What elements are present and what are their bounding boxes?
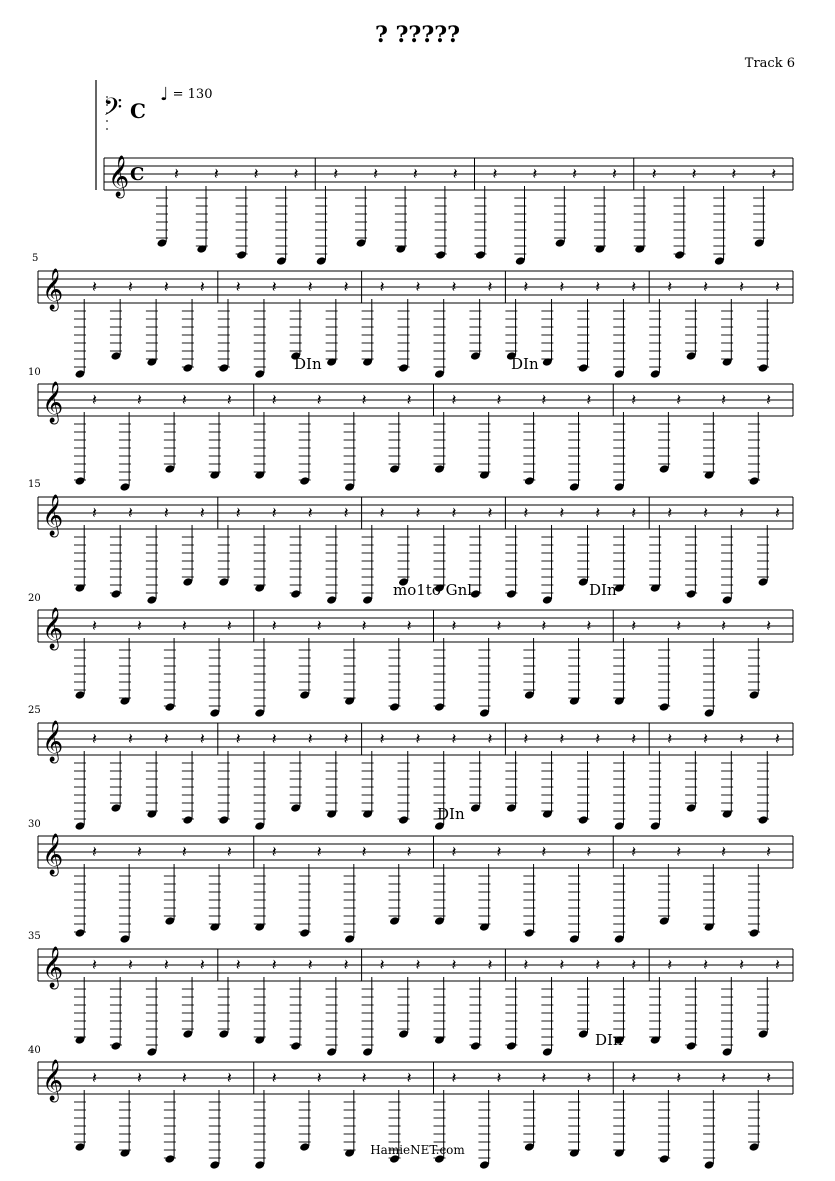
quarter-rest-icon: 𝄽 <box>92 503 97 522</box>
quarter-rest-icon: 𝄽 <box>572 164 578 183</box>
quarter-rest-icon: 𝄽 <box>595 503 601 522</box>
quarter-rest-icon: 𝄽 <box>181 1068 187 1087</box>
lyric-din: DIn <box>589 581 617 599</box>
treble-clef-icon: 𝄞 <box>42 947 64 988</box>
quarter-rest-icon: 𝄽 <box>631 729 637 748</box>
quarter-rest-icon: 𝄽 <box>293 164 299 183</box>
treble-clef-icon: 𝄞 <box>42 269 64 310</box>
treble-clef-icon: 𝄞 <box>108 156 130 197</box>
quarter-rest-icon: 𝄽 <box>406 842 412 861</box>
quarter-rest-icon: 𝄽 <box>631 1068 637 1087</box>
quarter-rest-icon: 𝄽 <box>271 390 277 409</box>
quarter-rest-icon: 𝄽 <box>739 277 745 296</box>
quarter-rest-icon: 𝄽 <box>721 1068 727 1087</box>
quarter-rest-icon: 𝄽 <box>541 842 547 861</box>
quarter-rest-icon: 𝄽 <box>181 390 187 409</box>
quarter-rest-icon: 𝄽 <box>676 1068 682 1087</box>
quarter-rest-icon: 𝄽 <box>379 955 385 974</box>
measure-number-15: 15 <box>28 479 41 490</box>
quarter-rest-icon: 𝄽 <box>766 1068 771 1087</box>
lyric-din: DIn <box>511 355 539 373</box>
lyric-din: DIn <box>437 805 465 823</box>
quarter-rest-icon: 𝄽 <box>226 1068 232 1087</box>
quarter-rest-icon: 𝄽 <box>452 164 458 183</box>
treble-clef-icon: 𝄞 <box>42 1060 64 1101</box>
common-time-icon: C <box>130 164 145 185</box>
quarter-rest-icon: 𝄽 <box>739 503 745 522</box>
quarter-rest-icon: 𝄽 <box>307 955 313 974</box>
quarter-rest-icon: 𝄽 <box>127 277 133 296</box>
quarter-rest-icon: 𝄽 <box>316 1068 322 1087</box>
quarter-rest-icon: 𝄽 <box>487 729 493 748</box>
quarter-rest-icon: 𝄽 <box>559 503 565 522</box>
measure-number-25: 25 <box>28 705 41 716</box>
quarter-rest-icon: 𝄽 <box>631 842 637 861</box>
measure-number-20: 20 <box>28 593 41 604</box>
common-time-icon: C <box>130 99 146 123</box>
quarter-rest-icon: 𝄽 <box>379 729 385 748</box>
treble-clef-icon: 𝄞 <box>42 721 64 762</box>
treble-clef-icon: 𝄞 <box>42 608 64 649</box>
quarter-rest-icon: 𝄽 <box>586 616 592 635</box>
quarter-rest-icon: 𝄽 <box>451 955 457 974</box>
quarter-rest-icon: 𝄽 <box>586 390 592 409</box>
quarter-rest-icon: 𝄽 <box>271 503 277 522</box>
quarter-rest-icon: 𝄽 <box>92 729 97 748</box>
score-title: ? ????? <box>374 22 460 48</box>
treble-clef-icon: 𝄞 <box>42 382 64 423</box>
quarter-rest-icon: 𝄽 <box>343 277 349 296</box>
quarter-rest-icon: 𝄽 <box>361 1068 367 1087</box>
quarter-rest-icon: 𝄽 <box>703 729 709 748</box>
quarter-rest-icon: 𝄽 <box>523 277 529 296</box>
quarter-rest-icon: 𝄽 <box>271 955 277 974</box>
quarter-rest-icon: 𝄽 <box>541 390 547 409</box>
quarter-rest-icon: 𝄽 <box>703 955 709 974</box>
treble-clef-icon: 𝄞 <box>42 495 64 536</box>
quarter-rest-icon: 𝄽 <box>181 616 187 635</box>
quarter-rest-icon: 𝄽 <box>766 842 771 861</box>
quarter-rest-icon: 𝄽 <box>163 729 169 748</box>
quarter-rest-icon: 𝄽 <box>406 616 412 635</box>
quarter-rest-icon: 𝄽 <box>667 729 673 748</box>
quarter-rest-icon: 𝄽 <box>163 277 169 296</box>
quarter-rest-icon: 𝄽 <box>496 616 502 635</box>
quarter-rest-icon: 𝄽 <box>541 616 547 635</box>
quarter-rest-icon: 𝄽 <box>496 1068 502 1087</box>
quarter-rest-icon: 𝄽 <box>307 503 313 522</box>
quarter-rest-icon: 𝄽 <box>136 1068 142 1087</box>
quarter-rest-icon: 𝄽 <box>127 503 133 522</box>
quarter-rest-icon: 𝄽 <box>235 503 241 522</box>
quarter-rest-icon: 𝄽 <box>271 729 277 748</box>
quarter-rest-icon: 𝄽 <box>721 616 727 635</box>
quarter-rest-icon: 𝄽 <box>406 1068 412 1087</box>
quarter-rest-icon: 𝄽 <box>235 277 241 296</box>
quarter-rest-icon: 𝄽 <box>721 390 727 409</box>
quarter-rest-icon: 𝄽 <box>667 277 673 296</box>
quarter-rest-icon: 𝄽 <box>487 277 493 296</box>
quarter-rest-icon: 𝄽 <box>523 503 529 522</box>
quarter-rest-icon: 𝄽 <box>361 616 367 635</box>
quarter-rest-icon: 𝄽 <box>731 164 737 183</box>
quarter-rest-icon: 𝄽 <box>451 729 457 748</box>
quarter-rest-icon: 𝄽 <box>271 277 277 296</box>
quarter-rest-icon: 𝄽 <box>775 729 780 748</box>
quarter-rest-icon: 𝄽 <box>532 164 538 183</box>
quarter-rest-icon: 𝄽 <box>92 277 97 296</box>
quarter-rest-icon: 𝄽 <box>775 277 780 296</box>
quarter-rest-icon: 𝄽 <box>541 1068 547 1087</box>
quarter-rest-icon: 𝄽 <box>406 390 412 409</box>
quarter-rest-icon: 𝄽 <box>226 842 232 861</box>
footer-credit: HamieNET.com <box>370 1143 465 1157</box>
quarter-rest-icon: 𝄽 <box>199 955 205 974</box>
quarter-rest-icon: 𝄽 <box>136 842 142 861</box>
measure-number-40: 40 <box>28 1045 41 1056</box>
quarter-rest-icon: 𝄽 <box>559 277 565 296</box>
tempo-text: = 130 <box>172 87 213 102</box>
quarter-rest-icon: 𝄽 <box>415 503 421 522</box>
quarter-rest-icon: 𝄽 <box>271 616 277 635</box>
quarter-rest-icon: 𝄽 <box>136 390 142 409</box>
quarter-rest-icon: 𝄽 <box>92 1068 97 1087</box>
quarter-rest-icon: 𝄽 <box>343 955 349 974</box>
quarter-rest-icon: 𝄽 <box>92 616 97 635</box>
quarter-rest-icon: 𝄽 <box>595 277 601 296</box>
quarter-rest-icon: 𝄽 <box>213 164 219 183</box>
quarter-rest-icon: 𝄽 <box>235 729 241 748</box>
treble-clef-icon: 𝄞 <box>42 834 64 875</box>
quarter-rest-icon: 𝄽 <box>676 842 682 861</box>
quarter-rest-icon: 𝄽 <box>92 955 97 974</box>
quarter-rest-icon: 𝄽 <box>226 616 232 635</box>
quarter-rest-icon: 𝄽 <box>316 616 322 635</box>
quarter-rest-icon: 𝄽 <box>766 390 771 409</box>
quarter-rest-icon: 𝄽 <box>667 955 673 974</box>
quarter-rest-icon: 𝄽 <box>235 955 241 974</box>
quarter-rest-icon: 𝄽 <box>676 616 682 635</box>
quarter-rest-icon: 𝄽 <box>487 955 493 974</box>
measure-number-5: 5 <box>32 253 39 264</box>
quarter-rest-icon: 𝄽 <box>775 955 780 974</box>
track-label: Track 6 <box>744 56 795 71</box>
quarter-rest-icon: 𝄽 <box>415 729 421 748</box>
quarter-rest-icon: 𝄽 <box>226 390 232 409</box>
quarter-rest-icon: 𝄽 <box>631 503 637 522</box>
quarter-rest-icon: 𝄽 <box>487 503 493 522</box>
quarter-rest-icon: 𝄽 <box>136 616 142 635</box>
quarter-rest-icon: 𝄽 <box>333 164 339 183</box>
quarter-rest-icon: 𝄽 <box>92 842 97 861</box>
quarter-rest-icon: 𝄽 <box>379 503 385 522</box>
quarter-rest-icon: 𝄽 <box>451 277 457 296</box>
lyric-din: DIn <box>294 355 322 373</box>
quarter-rest-icon: 𝄽 <box>775 503 780 522</box>
quarter-rest-icon: 𝄽 <box>127 955 133 974</box>
lyric-din: DIn <box>595 1031 623 1049</box>
quarter-rest-icon: 𝄽 <box>361 390 367 409</box>
quarter-rest-icon: 𝄽 <box>703 503 709 522</box>
quarter-rest-icon: 𝄽 <box>163 955 169 974</box>
measure-number-30: 30 <box>28 819 41 830</box>
quarter-rest-icon: 𝄽 <box>667 503 673 522</box>
quarter-rest-icon: 𝄽 <box>379 277 385 296</box>
quarter-rest-icon: 𝄽 <box>631 390 637 409</box>
quarter-rest-icon: 𝄽 <box>451 616 457 635</box>
quarter-rest-icon: 𝄽 <box>631 277 637 296</box>
quarter-rest-icon: 𝄽 <box>586 842 592 861</box>
quarter-rest-icon: 𝄽 <box>451 503 457 522</box>
quarter-rest-icon: 𝄽 <box>199 277 205 296</box>
quarter-rest-icon: 𝄽 <box>451 1068 457 1087</box>
quarter-rest-icon: 𝄽 <box>415 955 421 974</box>
quarter-rest-icon: 𝄽 <box>343 729 349 748</box>
quarter-rest-icon: 𝄽 <box>174 164 179 183</box>
quarter-rest-icon: 𝄽 <box>771 164 777 183</box>
quarter-rest-icon: 𝄽 <box>343 503 349 522</box>
quarter-rest-icon: 𝄽 <box>451 842 457 861</box>
quarter-rest-icon: 𝄽 <box>739 955 745 974</box>
quarter-rest-icon: 𝄽 <box>595 955 601 974</box>
quarter-rest-icon: 𝄽 <box>523 729 529 748</box>
quarter-rest-icon: 𝄽 <box>307 277 313 296</box>
quarter-rest-icon: 𝄽 <box>412 164 418 183</box>
quarter-rest-icon: 𝄽 <box>163 503 169 522</box>
quarter-rest-icon: 𝄽 <box>739 729 745 748</box>
quarter-rest-icon: 𝄽 <box>127 729 133 748</box>
quarter-rest-icon: 𝄽 <box>92 390 97 409</box>
measure-number-35: 35 <box>28 931 41 942</box>
quarter-rest-icon: 𝄽 <box>181 842 187 861</box>
quarter-rest-icon: 𝄽 <box>631 616 637 635</box>
quarter-rest-icon: 𝄽 <box>307 729 313 748</box>
quarter-rest-icon: 𝄽 <box>766 616 771 635</box>
quarter-rest-icon: 𝄽 <box>703 277 709 296</box>
quarter-rest-icon: 𝄽 <box>253 164 259 183</box>
quarter-rest-icon: 𝄽 <box>611 164 617 183</box>
quarter-rest-icon: 𝄽 <box>559 955 565 974</box>
quarter-rest-icon: 𝄽 <box>199 729 205 748</box>
quarter-rest-icon: 𝄽 <box>199 503 205 522</box>
quarter-rest-icon: 𝄽 <box>559 729 565 748</box>
quarter-rest-icon: 𝄽 <box>271 842 277 861</box>
quarter-rest-icon: 𝄽 <box>451 390 457 409</box>
quarter-rest-icon: 𝄽 <box>496 842 502 861</box>
quarter-rest-icon: 𝄽 <box>492 164 498 183</box>
quarter-rest-icon: 𝄽 <box>496 390 502 409</box>
quarter-rest-icon: 𝄽 <box>316 390 322 409</box>
lyric-molto: mo1to Gnl <box>393 581 473 599</box>
quarter-rest-icon: 𝄽 <box>651 164 657 183</box>
quarter-rest-icon: 𝄽 <box>523 955 529 974</box>
quarter-rest-icon: 𝄽 <box>691 164 697 183</box>
quarter-rest-icon: 𝄽 <box>415 277 421 296</box>
quarter-rest-icon: 𝄽 <box>586 1068 592 1087</box>
measure-number-10: 10 <box>28 367 41 378</box>
quarter-rest-icon: 𝄽 <box>271 1068 277 1087</box>
quarter-rest-icon: 𝄽 <box>595 729 601 748</box>
quarter-rest-icon: 𝄽 <box>721 842 727 861</box>
quarter-rest-icon: 𝄽 <box>316 842 322 861</box>
quarter-rest-icon: 𝄽 <box>361 842 367 861</box>
quarter-note-icon: ♩ <box>160 84 169 105</box>
quarter-rest-icon: 𝄽 <box>373 164 378 183</box>
quarter-rest-icon: 𝄽 <box>676 390 682 409</box>
quarter-rest-icon: 𝄽 <box>631 955 637 974</box>
bass-clef-icon: 𝄢 <box>103 93 123 128</box>
